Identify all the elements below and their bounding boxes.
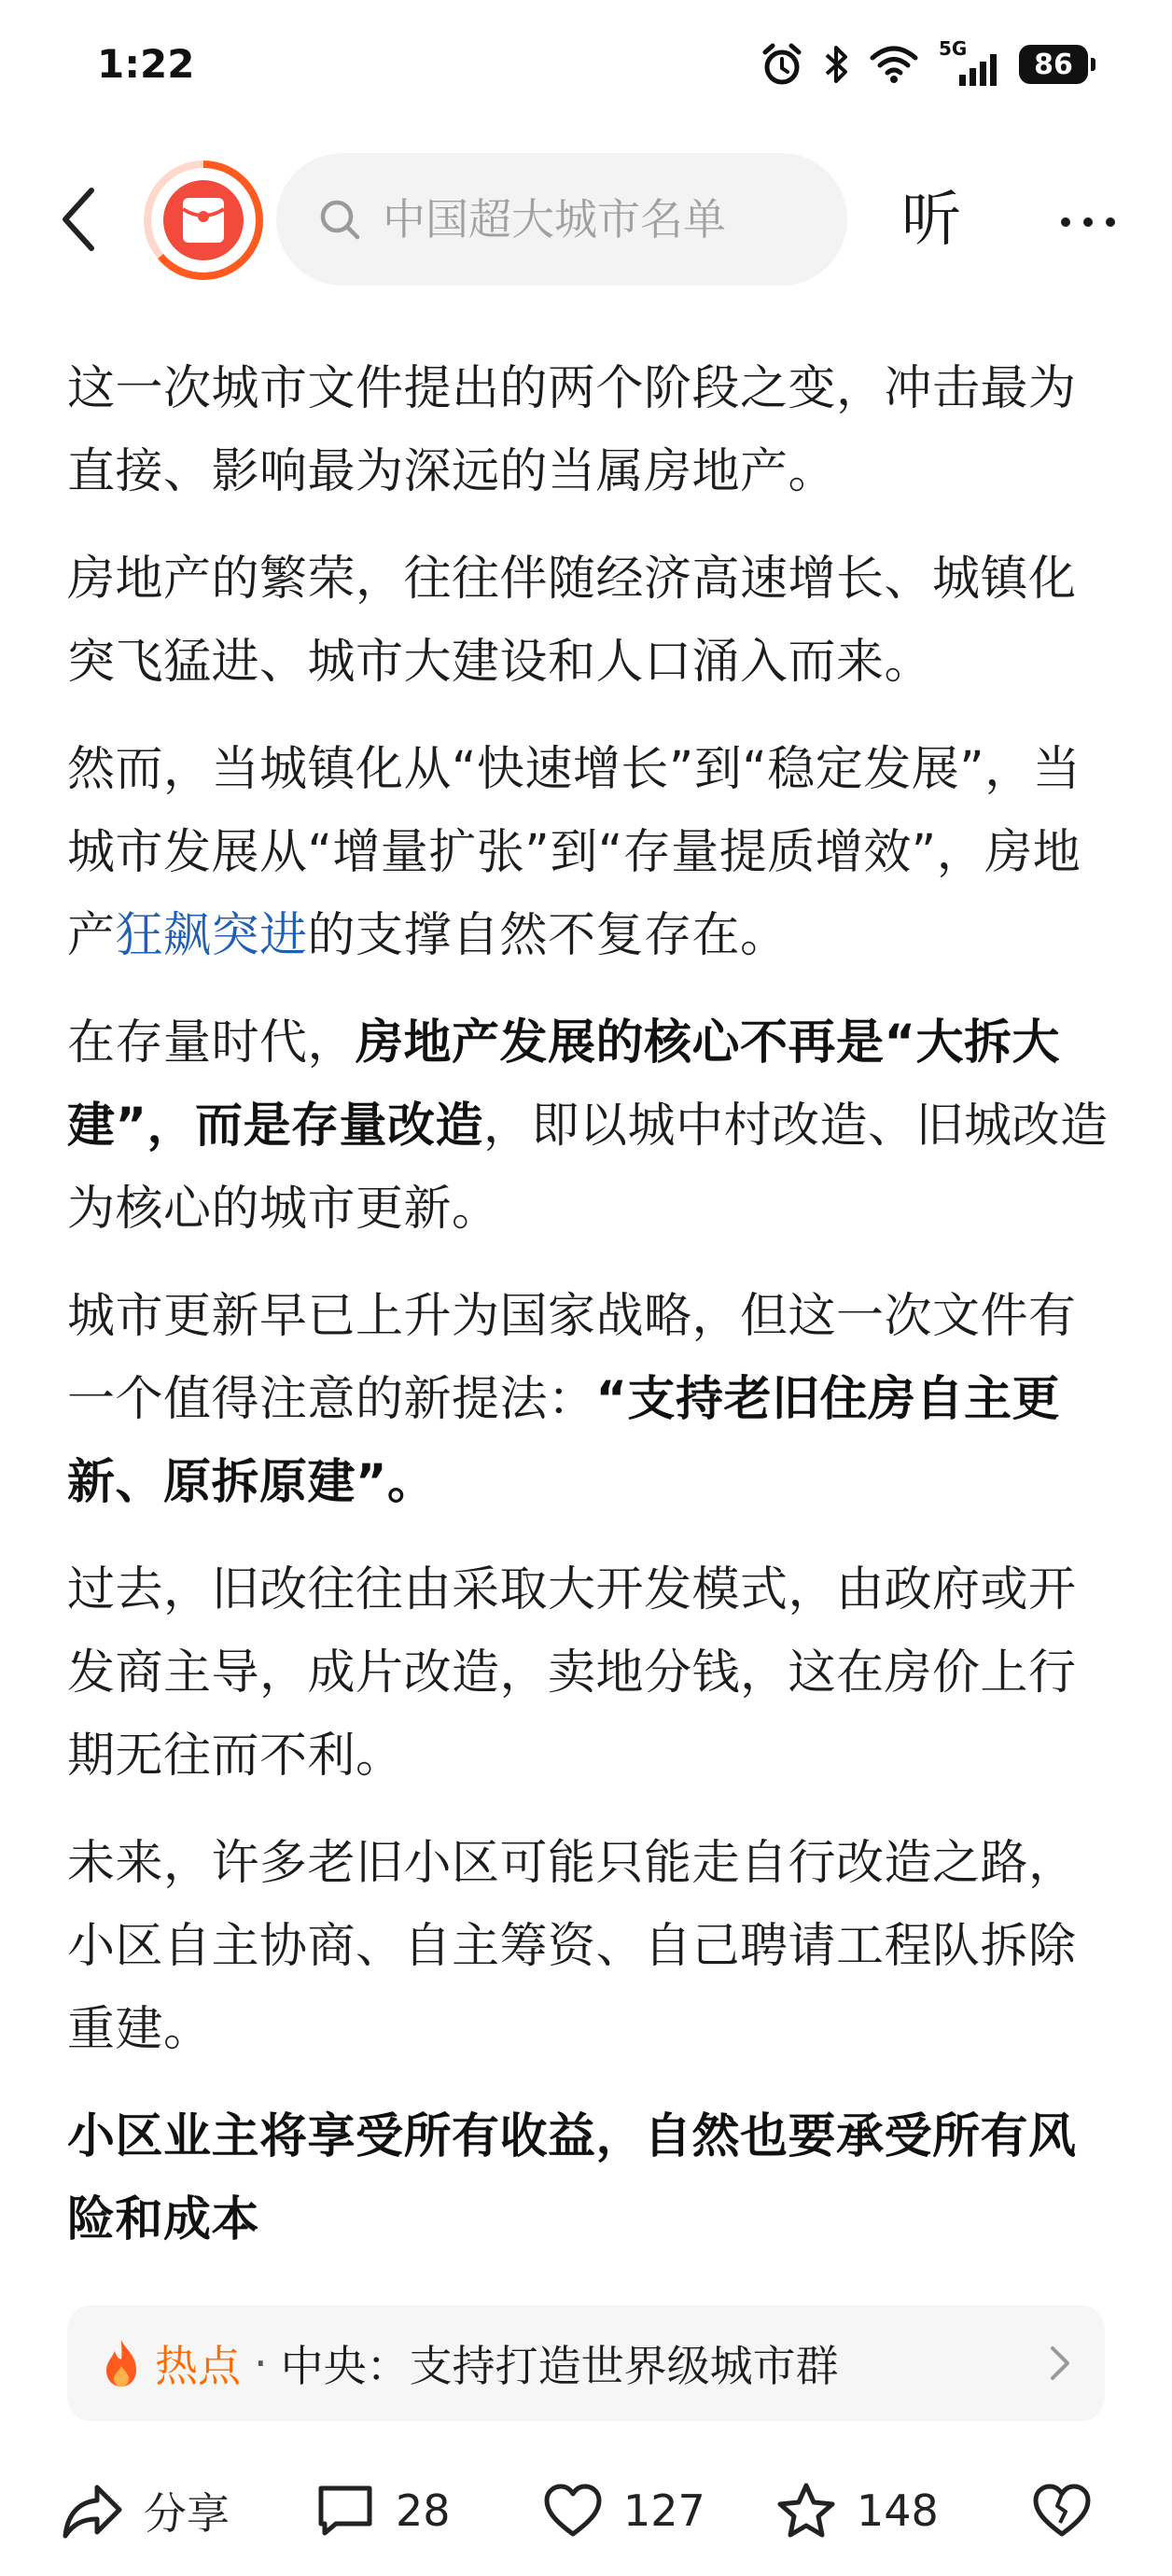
network-type: 5G [939,37,968,60]
broken-heart-icon [1032,2484,1092,2538]
status-bar [0,0,1172,140]
red-envelope-icon [179,194,228,246]
hot-topic-separator: · [254,2338,268,2388]
paragraph-3-text-b: 的支撑自然不复存在。 [307,908,788,963]
back-button[interactable] [50,179,106,259]
comment-icon [315,2483,375,2539]
dislike-button[interactable] [1032,2471,1092,2550]
chevron-right-icon [1049,2345,1071,2382]
favorite-count: 148 [857,2485,939,2536]
battery-indicator [1019,45,1088,84]
like-button[interactable] [543,2471,705,2550]
paragraph-5-text: 城市更新早已上升为国家战略，但这一次文件有一个值得注意的新提法： [67,1289,1077,1427]
hot-topic-label: 热点 [155,2341,241,2391]
hot-topic-bar[interactable] [67,2305,1105,2421]
share-label: 分享 [144,2488,230,2539]
comment-count: 28 [396,2485,451,2536]
favorite-button[interactable] [776,2471,939,2550]
share-button[interactable] [62,2471,230,2550]
more-dot-icon [1083,217,1093,227]
search-box[interactable] [276,153,847,286]
status-time: 1:22 [97,41,195,87]
paragraph-5-bold: “支持老旧住房自主更新、原拆原建”。 [67,1372,1061,1510]
paragraph-4-text-b: ，即以城中村改造、旧城改造为核心的城市更新。 [67,1099,1109,1237]
paragraph-8-bold: 小区业主将享受所有收益，自然也要承受所有风险和成本 [67,2109,1077,2247]
bluetooth-icon [823,43,849,86]
cellular-signal [939,37,998,86]
search-icon [317,197,362,242]
battery-level: 86 [1034,48,1073,81]
more-dot-icon [1106,217,1115,227]
paragraph-3 [67,728,1109,977]
alarm-icon [761,43,802,86]
status-icons [761,37,1088,88]
paragraph-5 [67,1275,1109,1524]
paragraph-4 [67,1001,1109,1251]
wifi-icon [870,45,918,84]
keyword-link[interactable]: 狂飙突进 [115,908,308,963]
top-nav [0,140,1172,299]
paragraph-3-text-a: 然而，当城镇化从“快速增长”到“稳定发展”，当城市发展从“增量扩张”到“存量提质增效”，房地产 [67,742,1081,963]
back-arrow-icon [60,187,97,252]
app-logo[interactable] [144,161,263,280]
bottom-action-bar [0,2445,1172,2576]
paragraph-4-text-a: 在存量时代， [67,1015,356,1071]
hot-topic-text: 中央：支持打造世界级城市群 [280,2341,839,2391]
more-options-button[interactable] [1041,177,1135,267]
signal-icon [959,54,997,86]
share-icon [62,2482,123,2540]
fire-icon [101,2338,142,2388]
comment-button[interactable] [315,2471,451,2550]
paragraph-8 [67,2095,1109,2261]
paragraph-1: 这一次城市文件提出的两个阶段之变，冲击最为直接、影响最为深远的当属房地产。 [67,361,1077,499]
search-input[interactable] [383,194,774,245]
article-body [67,347,1109,2265]
listen-button[interactable]: 听 [901,186,961,255]
heart-icon [543,2484,603,2538]
more-dot-icon [1061,217,1070,227]
paragraph-2: 房地产的繁荣，往往伴随经济高速增长、城镇化突飞猛进、城市大建设和人口涌入而来。 [67,552,1077,690]
paragraph-4-bold: 房地产发展的核心不再是“大拆大建”，而是存量改造 [67,1015,1061,1154]
star-icon [776,2482,836,2540]
like-count: 127 [623,2485,705,2536]
paragraph-6: 过去，旧改往往由采取大开发模式，由政府或开发商主导，成片改造，卖地分钱，这在房价上行期无往而不利。 [67,1562,1077,1784]
paragraph-7: 未来，许多老旧小区可能只能走自行改造之路，小区自主协商、自主筹资、自己聘请工程队拆除重建。 [67,1836,1077,2057]
